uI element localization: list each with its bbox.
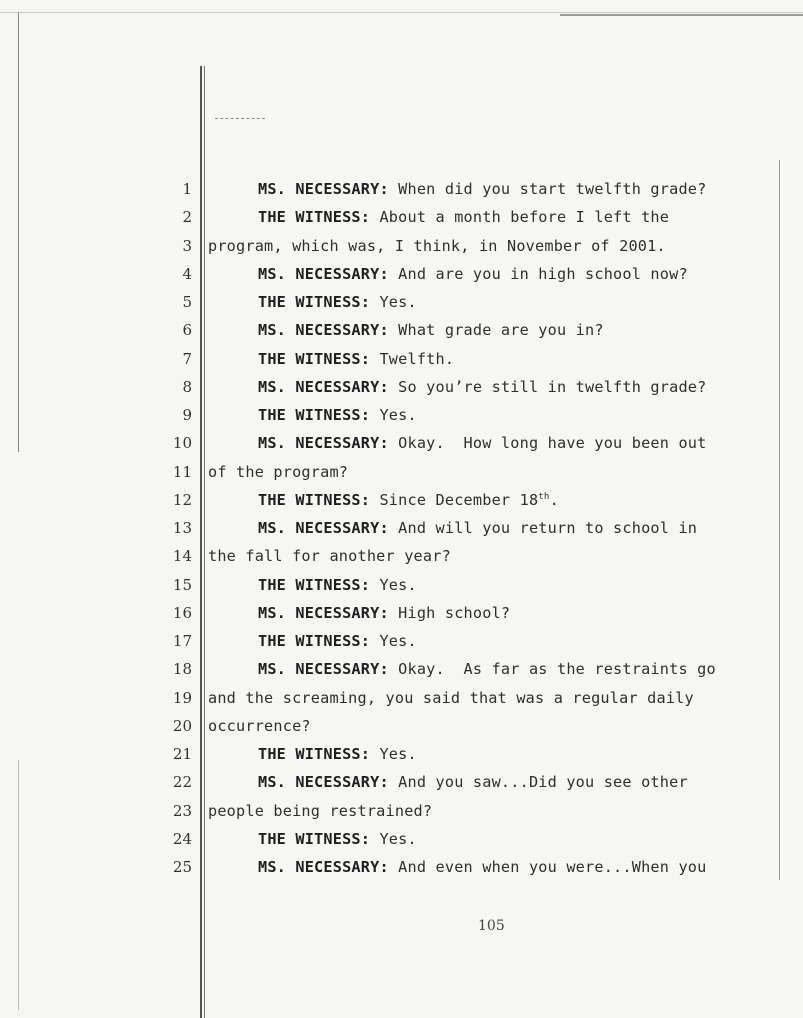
line-number: 15 bbox=[172, 575, 192, 594]
speaker-label: MS. NECESSARY: bbox=[258, 434, 389, 453]
top-rule bbox=[0, 12, 803, 13]
speaker-label: THE WITNESS: bbox=[258, 208, 371, 227]
transcript-line bbox=[0, 802, 803, 830]
transcript-line bbox=[0, 434, 803, 462]
line-text bbox=[258, 745, 417, 763]
line-text bbox=[258, 576, 417, 594]
transcript-line bbox=[0, 321, 803, 349]
line-text bbox=[258, 660, 716, 678]
speaker-label: MS. NECESSARY: bbox=[258, 264, 389, 283]
transcript-line bbox=[0, 463, 803, 491]
transcript-line bbox=[0, 293, 803, 321]
transcript-line bbox=[0, 208, 803, 236]
line-number: 16 bbox=[172, 603, 192, 622]
line-text bbox=[208, 463, 348, 481]
line-body: occurrence? bbox=[208, 716, 311, 735]
line-number: 19 bbox=[172, 688, 192, 707]
speaker-label: THE WITNESS: bbox=[258, 293, 371, 311]
line-body: So you’re still in twelfth grade? bbox=[388, 377, 707, 396]
line-body: About a month before I left the bbox=[370, 208, 670, 227]
line-text bbox=[258, 858, 707, 876]
line-body: and the screaming, you said that was a regular daily bbox=[208, 688, 694, 707]
line-body: people being restrained? bbox=[208, 801, 433, 820]
transcript-line bbox=[0, 378, 803, 406]
speaker-label: MS. NECESSARY: bbox=[258, 773, 389, 792]
transcript-line bbox=[0, 773, 803, 801]
transcript-line bbox=[0, 830, 803, 858]
line-body: Twelfth. bbox=[370, 349, 455, 368]
line-number: 23 bbox=[172, 801, 192, 820]
line-number: 9 bbox=[182, 406, 192, 424]
line-body: When did you start twelfth grade? bbox=[388, 180, 707, 198]
transcript-line bbox=[0, 604, 803, 632]
transcript-line bbox=[0, 237, 803, 265]
line-number: 1 bbox=[182, 180, 192, 198]
speaker-label: THE WITNESS: bbox=[258, 745, 371, 763]
speaker-label: THE WITNESS: bbox=[258, 632, 371, 650]
line-number: 17 bbox=[172, 632, 192, 650]
line-number: 20 bbox=[172, 716, 192, 735]
line-text bbox=[258, 180, 707, 198]
line-body: Yes. bbox=[370, 829, 417, 848]
line-body: Okay. How long have you been out bbox=[388, 434, 707, 453]
speaker-label: THE WITNESS: bbox=[258, 490, 371, 509]
line-text bbox=[258, 632, 417, 650]
line-number: 10 bbox=[172, 434, 192, 453]
line-number: 8 bbox=[182, 377, 192, 396]
page-number: 105 bbox=[478, 918, 505, 934]
line-text bbox=[208, 237, 666, 255]
line-text bbox=[258, 293, 417, 311]
line-number: 25 bbox=[172, 858, 192, 876]
line-text bbox=[258, 208, 669, 226]
transcript-line bbox=[0, 858, 803, 886]
speaker-label: MS. NECESSARY: bbox=[258, 180, 389, 198]
line-text bbox=[258, 265, 688, 283]
speaker-label: THE WITNESS: bbox=[258, 349, 371, 368]
line-body: Yes. bbox=[370, 745, 417, 763]
transcript-line bbox=[0, 265, 803, 293]
line-number: 6 bbox=[182, 321, 192, 340]
transcript-line bbox=[0, 745, 803, 773]
line-number: 7 bbox=[182, 349, 192, 368]
speaker-label: MS. NECESSARY: bbox=[258, 519, 389, 537]
transcript-line bbox=[0, 689, 803, 717]
line-text bbox=[208, 802, 432, 820]
line-body: And will you return to school in bbox=[388, 519, 698, 537]
line-body: the fall for another year? bbox=[208, 547, 451, 566]
transcript-line bbox=[0, 350, 803, 378]
line-text bbox=[258, 519, 697, 537]
line-text bbox=[208, 689, 694, 707]
line-body: And you saw...Did you see other bbox=[388, 773, 688, 792]
line-text bbox=[258, 830, 417, 848]
line-body: Yes. bbox=[370, 575, 417, 594]
line-number: 22 bbox=[172, 773, 192, 792]
line-body: Yes. bbox=[370, 293, 417, 311]
line-number: 4 bbox=[182, 264, 192, 283]
line-text bbox=[258, 491, 559, 509]
superscript: th bbox=[538, 491, 550, 502]
top-right-rule bbox=[560, 14, 803, 16]
line-body: High school? bbox=[388, 603, 511, 622]
line-text bbox=[258, 773, 688, 791]
speaker-label: MS. NECESSARY: bbox=[258, 377, 389, 396]
line-body: Yes. bbox=[370, 406, 417, 424]
transcript-line bbox=[0, 717, 803, 745]
line-number: 11 bbox=[172, 462, 192, 481]
transcript-line bbox=[0, 632, 803, 660]
line-number: 13 bbox=[172, 519, 192, 537]
transcript-line bbox=[0, 180, 803, 208]
line-number: 21 bbox=[172, 745, 192, 763]
speaker-label: MS. NECESSARY: bbox=[258, 660, 389, 679]
transcript-line bbox=[0, 519, 803, 547]
line-number: 3 bbox=[182, 236, 192, 255]
line-text bbox=[258, 406, 417, 424]
line-number: 18 bbox=[172, 660, 192, 679]
dashed-mark bbox=[215, 118, 265, 120]
speaker-label: MS. NECESSARY: bbox=[258, 603, 389, 622]
line-number: 12 bbox=[172, 490, 192, 509]
transcript-line bbox=[0, 406, 803, 434]
line-body: program, which was, I think, in November of 2001. bbox=[208, 236, 666, 255]
line-number: 5 bbox=[182, 293, 192, 311]
line-number: 24 bbox=[172, 829, 192, 848]
transcript-line bbox=[0, 547, 803, 575]
speaker-label: THE WITNESS: bbox=[258, 575, 371, 594]
speaker-label: MS. NECESSARY: bbox=[258, 321, 389, 340]
speaker-label: MS. NECESSARY: bbox=[258, 858, 389, 876]
line-number: 14 bbox=[172, 547, 192, 566]
line-text bbox=[258, 350, 454, 368]
line-body: And are you in high school now? bbox=[388, 264, 688, 283]
transcript-line bbox=[0, 576, 803, 604]
line-text bbox=[208, 717, 311, 735]
line-text bbox=[258, 378, 707, 396]
line-body: What grade are you in? bbox=[388, 321, 604, 340]
line-tail: . bbox=[549, 490, 559, 509]
transcript-line bbox=[0, 491, 803, 519]
line-text bbox=[258, 321, 604, 339]
line-body: Yes. bbox=[370, 632, 417, 650]
line-text bbox=[258, 434, 707, 452]
line-body: And even when you were...When you bbox=[388, 858, 707, 876]
line-body: of the program? bbox=[208, 462, 349, 481]
line-text bbox=[208, 547, 451, 565]
line-number: 2 bbox=[182, 208, 192, 227]
speaker-label: THE WITNESS: bbox=[258, 829, 371, 848]
transcript-line bbox=[0, 660, 803, 688]
line-text bbox=[258, 604, 510, 622]
speaker-label: THE WITNESS: bbox=[258, 406, 371, 424]
line-body: Since December 18 bbox=[370, 490, 539, 509]
line-body: Okay. As far as the restraints go bbox=[388, 660, 716, 679]
